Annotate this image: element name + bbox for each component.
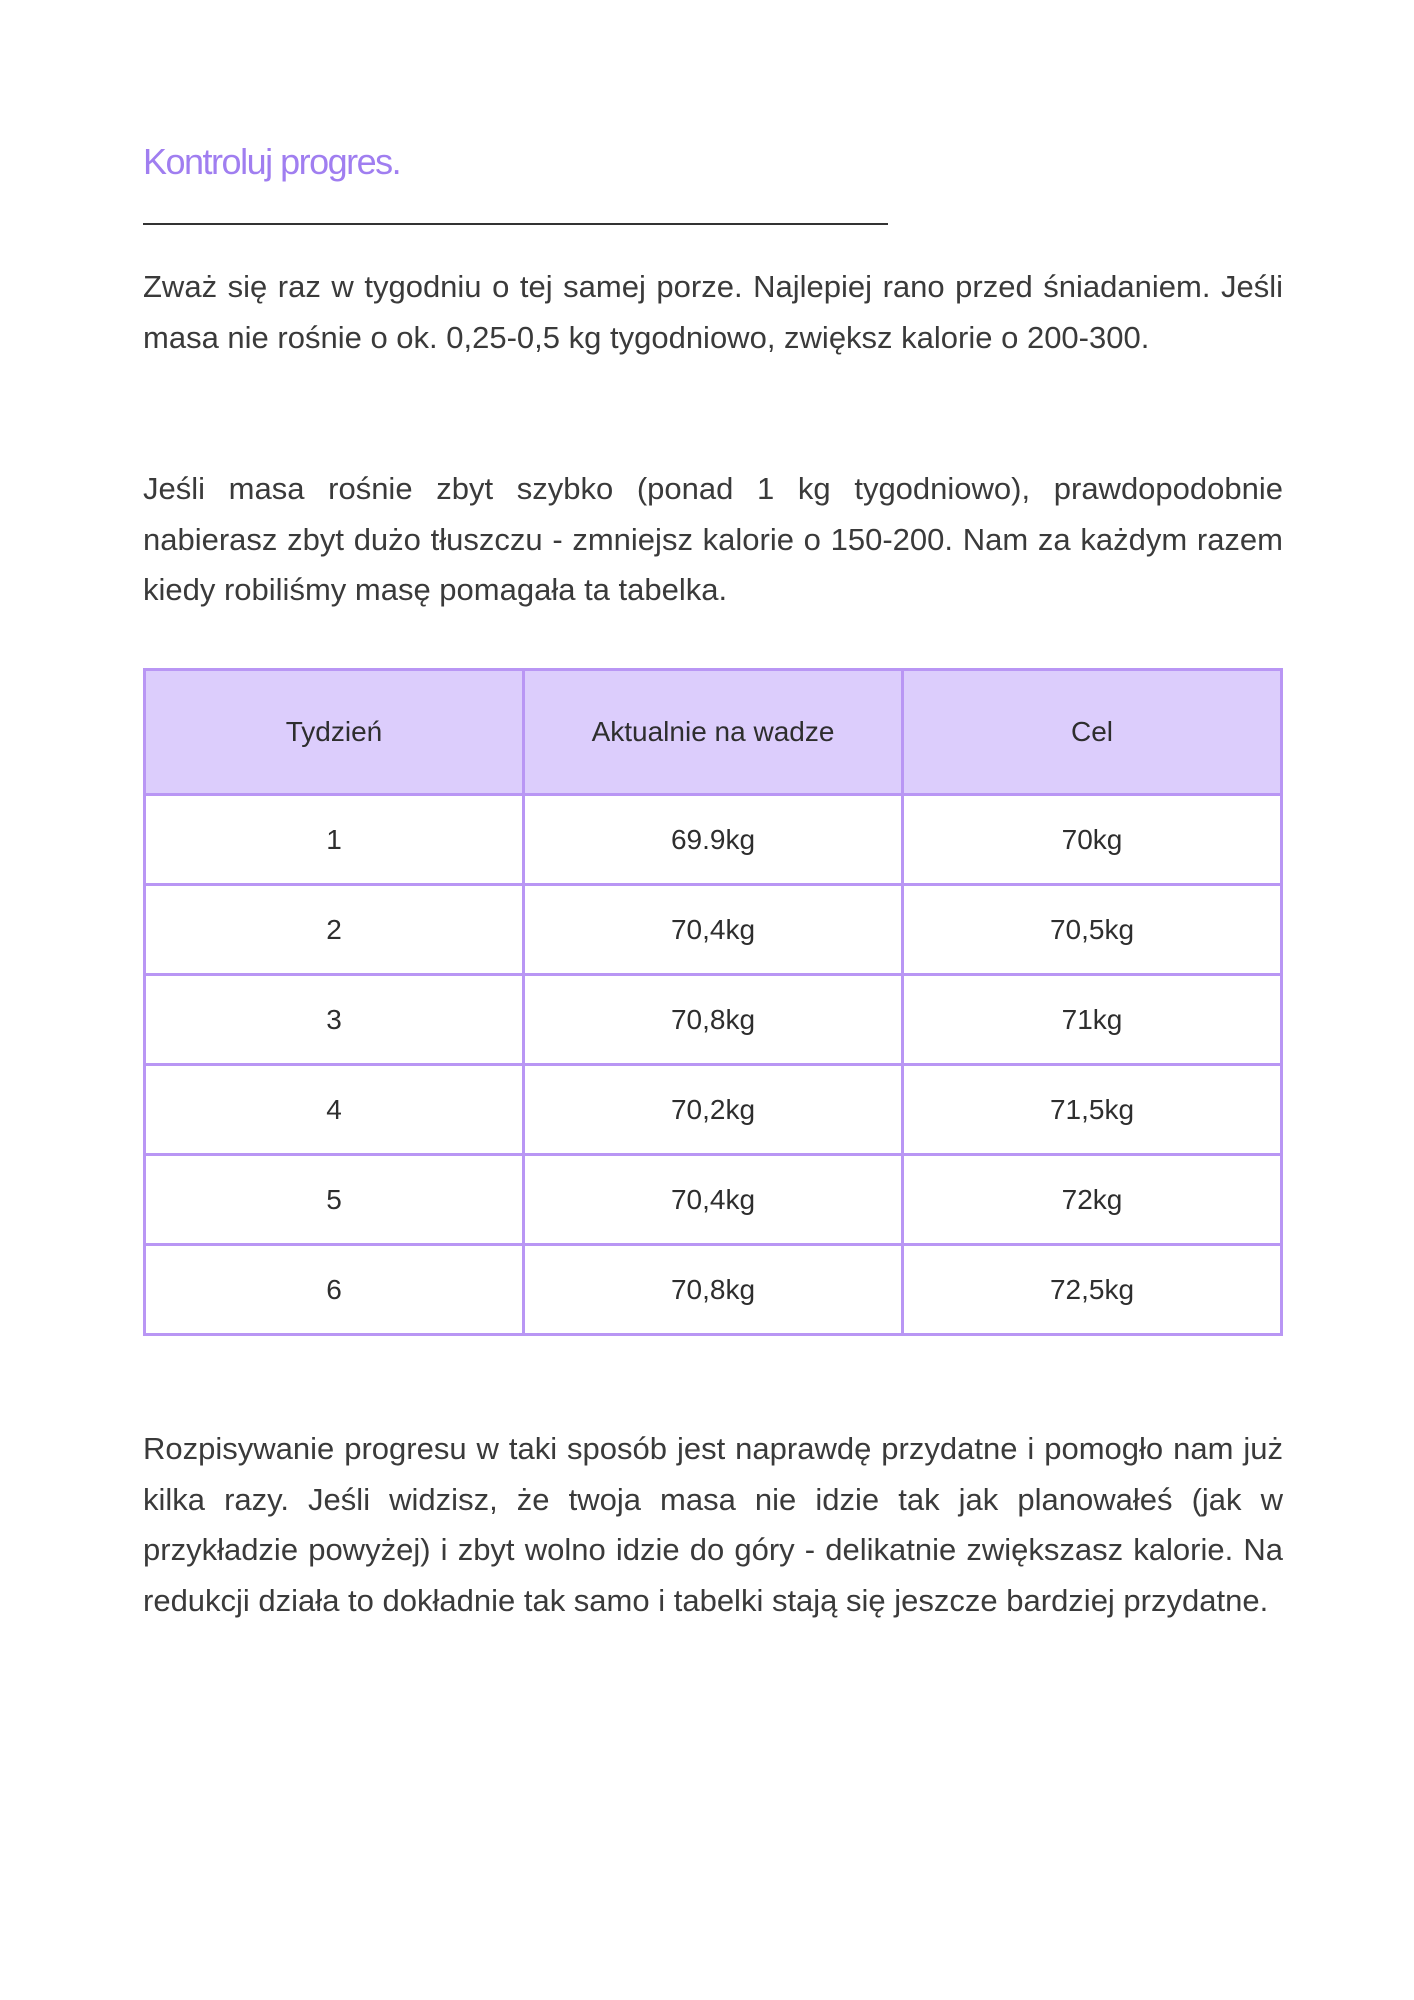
cell-current-weight: 70,8kg — [524, 975, 903, 1065]
table-header-row — [145, 670, 1282, 795]
cell-goal: 70kg — [903, 795, 1282, 885]
cell-current-weight: 69.9kg — [524, 795, 903, 885]
cell-goal: 72,5kg — [903, 1245, 1282, 1335]
cell-goal: 72kg — [903, 1155, 1282, 1245]
header-current-weight: Aktualnie na wadze — [524, 670, 903, 795]
cell-goal: 71,5kg — [903, 1065, 1282, 1155]
table-row — [145, 975, 1282, 1065]
paragraph-summary: Rozpisywanie progresu w taki sposób jest naprawdę przydatne i pomogło nam już kilka razy. Jeśli widzisz, że twoja masa nie idzie tak jak planowałeś (jak w przykładzie powyżej) i zbyt wolno idzie do góry - delikatnie zwiększasz kalorie. Na redukcji działa to dokładnie tak samo i tabelki stają się jeszcze bardziej przydatne. — [143, 1431, 1283, 1618]
header-week: Tydzień — [145, 670, 524, 795]
cell-current-weight: 70,2kg — [524, 1065, 903, 1155]
header-goal: Cel — [903, 670, 1282, 795]
cell-week: 2 — [145, 885, 524, 975]
cell-week: 3 — [145, 975, 524, 1065]
cell-week: 1 — [145, 795, 524, 885]
title-underline-divider — [143, 223, 888, 225]
table-row — [145, 795, 1282, 885]
progress-table — [143, 668, 1283, 1336]
cell-goal: 71kg — [903, 975, 1282, 1065]
table-row — [145, 885, 1282, 975]
cell-week: 5 — [145, 1155, 524, 1245]
cell-goal: 70,5kg — [903, 885, 1282, 975]
cell-current-weight: 70,4kg — [524, 1155, 903, 1245]
table-row — [145, 1155, 1282, 1245]
table-row — [145, 1065, 1282, 1155]
table-row — [145, 1245, 1282, 1335]
cell-current-weight: 70,4kg — [524, 885, 903, 975]
cell-week: 4 — [145, 1065, 524, 1155]
cell-week: 6 — [145, 1245, 524, 1335]
paragraph-weigh-in: Zważ się raz w tygodniu o tej samej porze. Najlepiej rano przed śniadaniem. Jeśli masa nie rośnie o ok. 0,25-0,5 kg tygodniowo, zwiększ kalorie o 200-300. — [143, 269, 1283, 355]
paragraph-too-fast: Jeśli masa rośnie zbyt szybko (ponad 1 kg tygodniowo), prawdopodobnie nabierasz zbyt dużo tłuszczu - zmniejsz kalorie o 150-200. Nam za każdym razem kiedy robiliśmy masę pomagała ta tabelka. — [143, 471, 1283, 607]
section-title: Kontroluj progres. — [143, 141, 401, 182]
cell-current-weight: 70,8kg — [524, 1245, 903, 1335]
